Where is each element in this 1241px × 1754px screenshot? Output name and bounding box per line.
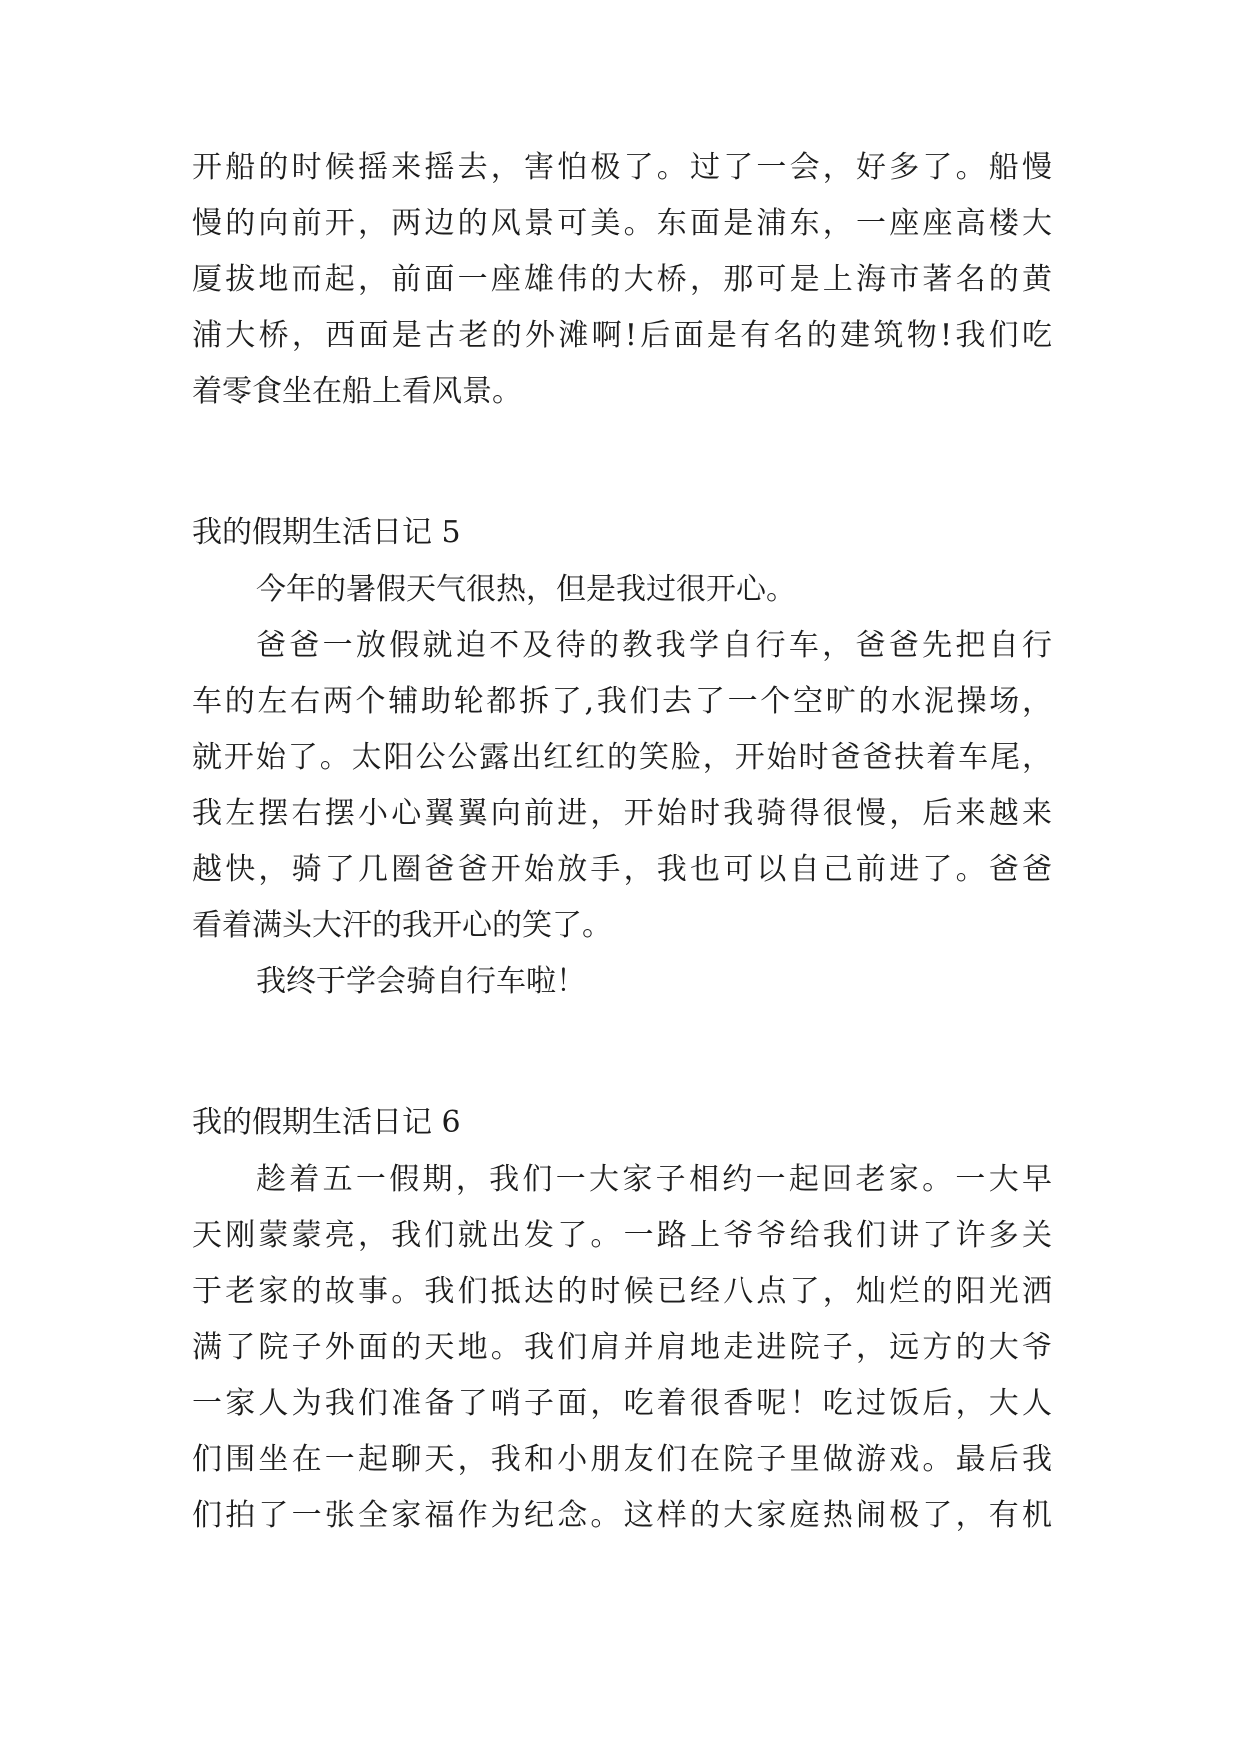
diary5-para3: 我终于学会骑自行车啦！ bbox=[256, 964, 586, 999]
diary5-para2-line-1: 爸爸一放假就迫不及待的教我学自行车，爸爸先把自行 bbox=[256, 628, 1052, 663]
fragment-line-1: 开船的时候摇来摇去，害怕极了。过了一会，好多了。船慢 bbox=[192, 150, 1052, 185]
diary6-line-4: 满了院子外面的天地。我们肩并肩地走进院子，远方的大爷 bbox=[192, 1330, 1052, 1365]
diary5-para2-line-6: 看着满头大汗的我开心的笑了。 bbox=[192, 908, 612, 943]
diary6-line-3: 于老家的故事。我们抵达的时候已经八点了，灿烂的阳光洒 bbox=[192, 1274, 1052, 1309]
fragment-line-3: 厦拔地而起，前面一座雄伟的大桥，那可是上海市著名的黄 bbox=[192, 262, 1052, 297]
diary5-para2-line-2: 车的左右两个辅助轮都拆了,我们去了一个空旷的水泥操场， bbox=[192, 684, 1052, 719]
diary6-line-1: 趁着五一假期，我们一大家子相约一起回老家。一大早 bbox=[256, 1162, 1052, 1197]
diary5-para1: 今年的暑假天气很热，但是我过很开心。 bbox=[256, 572, 796, 607]
fragment-line-5: 着零食坐在船上看风景。 bbox=[192, 374, 522, 409]
fragment-line-2: 慢的向前开，两边的风景可美。东面是浦东，一座座高楼大 bbox=[192, 206, 1052, 241]
diary5-para2-line-5: 越快，骑了几圈爸爸开始放手，我也可以自己前进了。爸爸 bbox=[192, 852, 1052, 887]
fragment-line-4: 浦大桥，西面是古老的外滩啊!后面是有名的建筑物!我们吃 bbox=[192, 318, 1052, 353]
diary5-title: 我的假期生活日记 5 bbox=[192, 515, 461, 550]
diary6-line-6: 们围坐在一起聊天，我和小朋友们在院子里做游戏。最后我 bbox=[192, 1442, 1052, 1477]
diary6-line-7: 们拍了一张全家福作为纪念。这样的大家庭热闹极了，有机 bbox=[192, 1498, 1052, 1533]
diary6-title: 我的假期生活日记 6 bbox=[192, 1105, 461, 1140]
diary6-line-2: 天刚蒙蒙亮，我们就出发了。一路上爷爷给我们讲了许多关 bbox=[192, 1218, 1052, 1253]
diary5-para2-line-4: 我左摆右摆小心翼翼向前进，开始时我骑得很慢，后来越来 bbox=[192, 796, 1052, 831]
diary5-para2-line-3: 就开始了。太阳公公露出红红的笑脸，开始时爸爸扶着车尾， bbox=[192, 740, 1052, 775]
diary6-line-5: 一家人为我们准备了哨子面，吃着很香呢！吃过饭后，大人 bbox=[192, 1386, 1052, 1421]
